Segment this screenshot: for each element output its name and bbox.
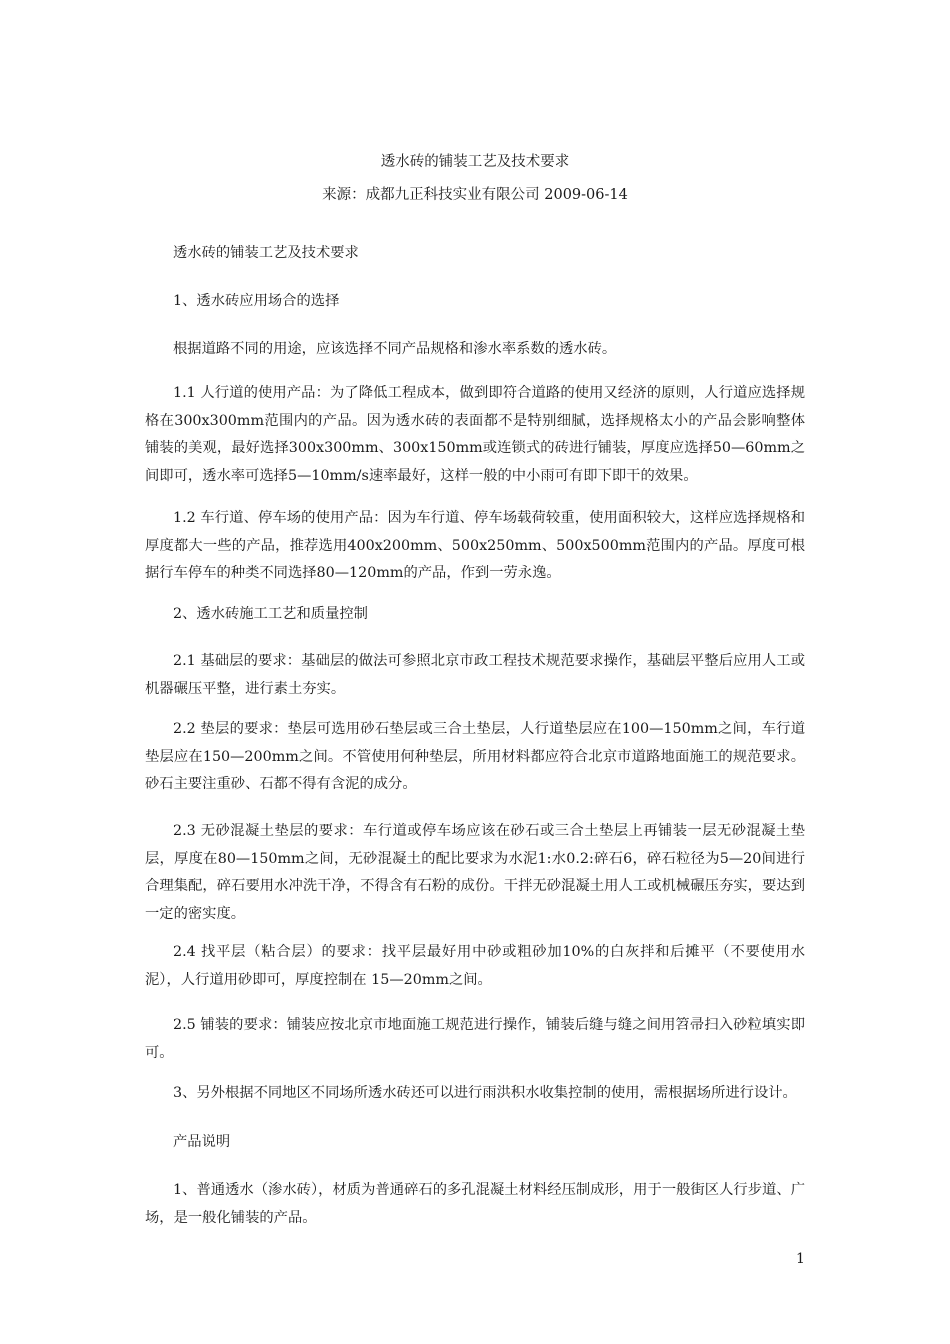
source-line: 来源：成都九正科技实业有限公司 2009-06-14 (322, 187, 628, 203)
product-description-heading: 产品说明 (173, 1134, 231, 1150)
paragraph-1-1: 1.1 人行道的使用产品：为了降低工程成本，做到即符合道路的使用又经济的原则，人行道应选择规格在300x300mm范围内的产品。因为透水砖的表面都不是特别细腻，选择规格太小的产品会影响整体铺装的美观，最好选择300x300mm、300x150mm或连锁式的砖进行铺装，厚度应选择50—60mm之间即可，透水率可选择5—10mm/s速率最好，这样一般的中小雨可有即下即干的效果。 (145, 385, 805, 484)
paragraph-2-3: 2.3 无砂混凝土垫层的要求：车行道或停车场应该在砂石或三合土垫层上再铺装一层无砂混凝土垫层，厚度在80—150mm之间，无砂混凝土的配比要求为水泥1:水0.2:碎石6，碎石粒径为5—20间进行合理集配，碎石要用水冲洗干净，不得含有石粉的成份。干拌无砂混凝土用人工或机械碾压夯实，要达到一定的密实度。 (145, 823, 805, 922)
section-heading-intro: 透水砖的铺装工艺及技术要求 (173, 245, 359, 261)
paragraph-2-5: 2.5 铺装的要求：铺装应按北京市地面施工规范进行操作，铺装后缝与缝之间用笤帚扫入砂粒填实即可。 (145, 1017, 805, 1061)
paragraph-2-2: 2.2 垫层的要求：垫层可选用砂石垫层或三合土垫层，人行道垫层应在100—150mm之间，车行道垫层应在150—200mm之间。不管使用何种垫层，所用材料都应符合北京市道路地面施工的规范要求。砂石主要注重砂、石都不得有含泥的成分。 (145, 721, 805, 792)
section-heading-2: 2、透水砖施工工艺和质量控制 (173, 606, 368, 622)
paragraph-2-4: 2.4 找平层（粘合层）的要求：找平层最好用中砂或粗砂加10%的白灰拌和后摊平（不要使用水泥），人行道用砂即可，厚度控制在 15—20mm之间。 (145, 944, 805, 988)
paragraph-1-intro: 根据道路不同的用途，应该选择不同产品规格和渗水率系数的透水砖。 (173, 341, 617, 357)
section-heading-1: 1、透水砖应用场合的选择 (173, 293, 340, 309)
paragraph-1-2: 1.2 车行道、停车场的使用产品：因为车行道、停车场载荷较重，使用面积较大，这样应选择规格和厚度都大一些的产品，推荐选用400x200mm、500x250mm、500x500mm范围内的产品。厚度可根据行车停车的种类不同选择80—120mm的产品，作到一劳永逸。 (145, 510, 805, 581)
section-heading-3: 3、另外根据不同地区不同场所透水砖还可以进行雨洪积水收集控制的使用，需根据场所进行设计。 (173, 1085, 797, 1101)
document-title: 透水砖的铺装工艺及技术要求 (380, 154, 570, 170)
product-description-1: 1、普通透水（渗水砖），材质为普通碎石的多孔混凝土材料经压制成形，用于一般街区人行步道、广场，是一般化铺装的产品。 (145, 1182, 805, 1226)
page-number: 1 (796, 1251, 805, 1267)
paragraph-2-1: 2.1 基础层的要求：基础层的做法可参照北京市政工程技术规范要求操作，基础层平整后应用人工或机器碾压平整，进行素土夯实。 (145, 653, 805, 697)
